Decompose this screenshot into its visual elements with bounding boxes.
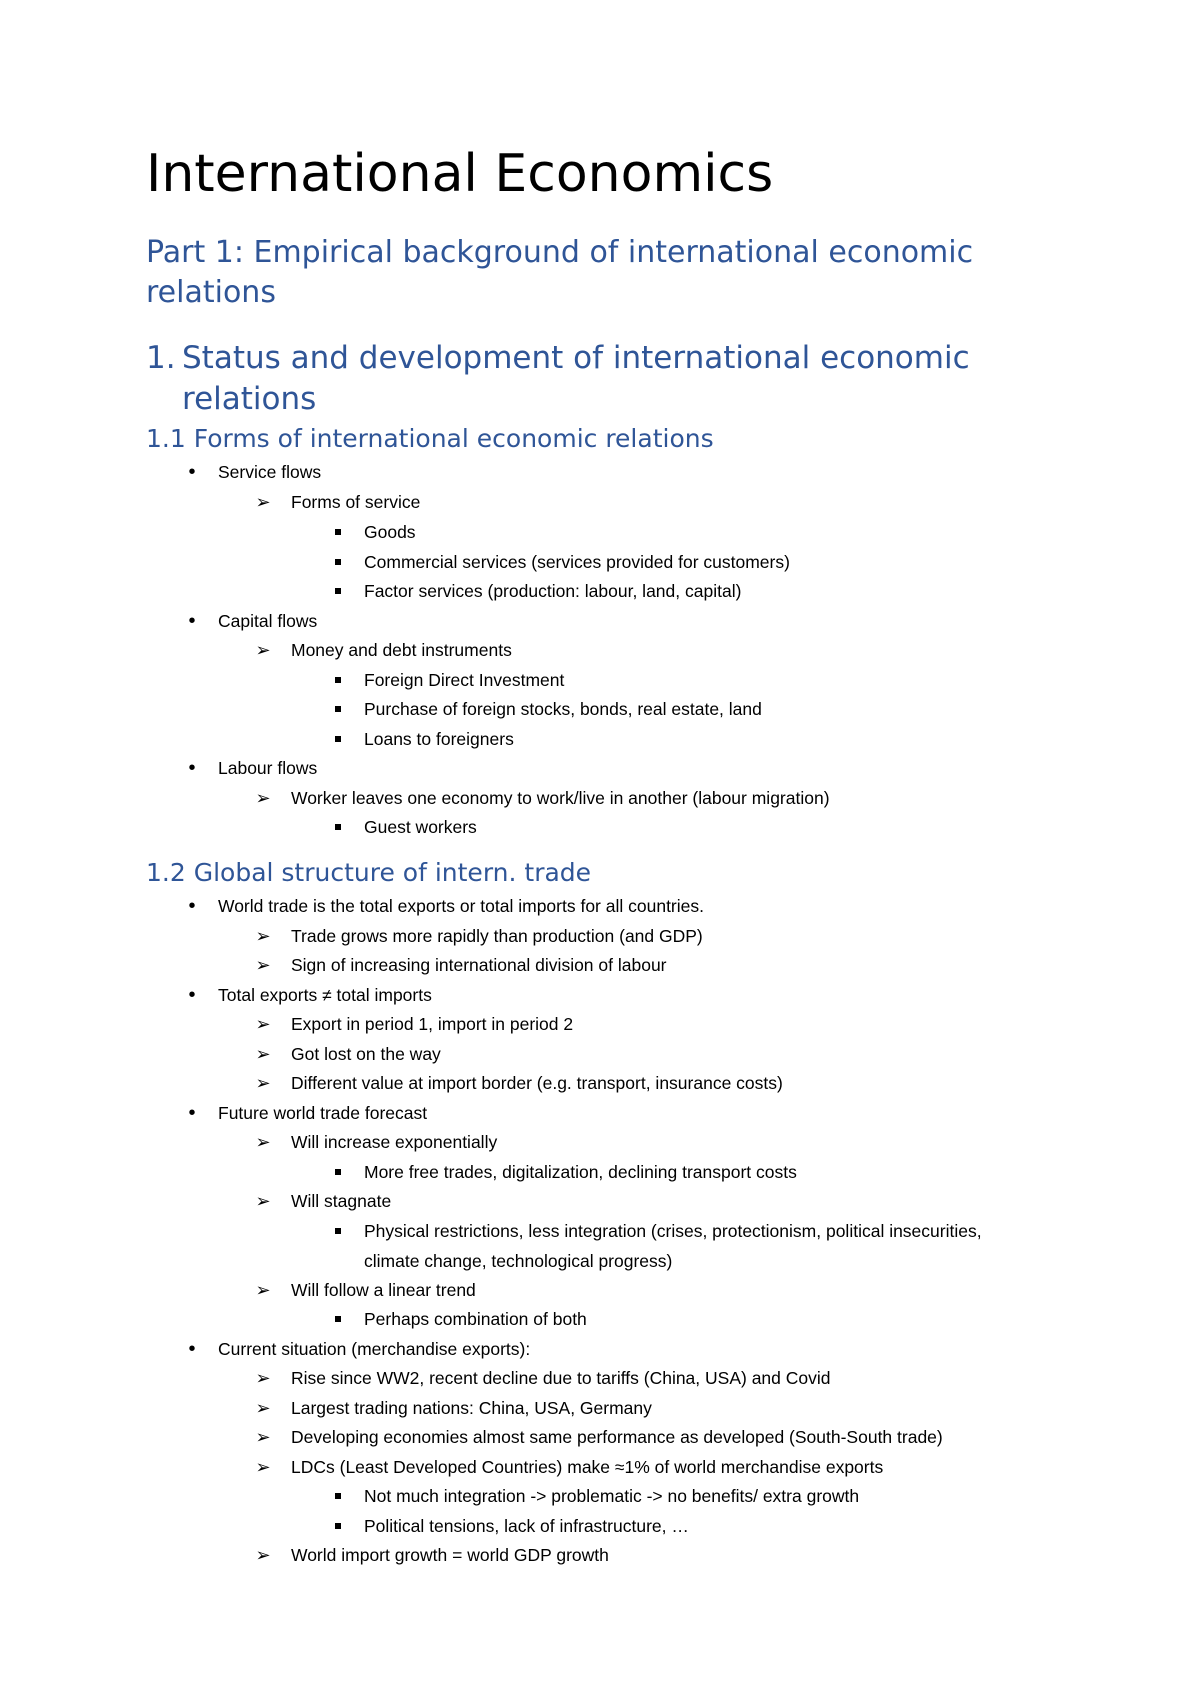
chapter-heading: [146, 338, 1106, 420]
arrowhead-bullet-icon: [253, 1187, 273, 1217]
list-item: ➢ Rise since WW2, recent decline due to tariffs (China, USA) and Covid: [291, 1364, 831, 1394]
part-heading: Part 1: Empirical background of international economic relations: [146, 235, 974, 310]
list-item: ➢ Trade grows more rapidly than production (and GDP): [291, 922, 703, 952]
arrowhead-bullet-icon: [253, 1010, 273, 1040]
section-heading: 1.2 Global structure of intern. trade: [146, 858, 592, 887]
list-item: ➢ Worker leaves one economy to work/live in another (labour migration): [291, 784, 830, 814]
arrowhead-bullet-icon: [253, 636, 273, 666]
bullet-icon: [182, 1335, 202, 1365]
square-bullet-icon: [328, 518, 348, 548]
list-item: Physical restrictions, less integration (crises, protectionism, political insecurities, climate change, technological progress): [364, 1217, 1004, 1276]
bullet-icon: [182, 607, 202, 637]
arrowhead-bullet-icon: [253, 951, 273, 981]
section-heading: 1.1 Forms of international economic relations: [146, 424, 714, 453]
arrowhead-bullet-icon: [253, 488, 273, 518]
list-item: Guest workers: [364, 813, 477, 843]
arrowhead-bullet-icon: [253, 1453, 273, 1483]
list-item: • Capital flows: [218, 607, 317, 637]
list-item: More free trades, digitalization, declining transport costs: [364, 1158, 797, 1188]
bullet-icon: [182, 892, 202, 922]
square-bullet-icon: [328, 1305, 348, 1335]
square-bullet-icon: [328, 695, 348, 725]
list-item: Political tensions, lack of infrastructure, …: [364, 1512, 689, 1542]
list-item: Perhaps combination of both: [364, 1305, 587, 1335]
list-item: ➢ Forms of service: [291, 488, 420, 518]
bullet-icon: [182, 458, 202, 488]
arrowhead-bullet-icon: [253, 922, 273, 952]
list-item: ➢ Developing economies almost same performance as developed (South-South trade): [291, 1423, 943, 1453]
square-bullet-icon: [328, 725, 348, 755]
list-item: ➢ Got lost on the way: [291, 1040, 441, 1070]
list-item: Purchase of foreign stocks, bonds, real estate, land: [364, 695, 762, 725]
list-item: ➢ Will follow a linear trend: [291, 1276, 476, 1306]
list-item: • Current situation (merchandise exports):: [218, 1335, 530, 1365]
list-item: ➢ Will increase exponentially: [291, 1128, 497, 1158]
square-bullet-icon: [328, 548, 348, 578]
arrowhead-bullet-icon: [253, 1541, 273, 1571]
arrowhead-bullet-icon: [253, 1276, 273, 1306]
list-item: Foreign Direct Investment: [364, 666, 564, 696]
list-item: ➢ World import growth = world GDP growth: [291, 1541, 609, 1571]
arrowhead-bullet-icon: [253, 784, 273, 814]
arrowhead-bullet-icon: [253, 1423, 273, 1453]
list-item: ➢ Export in period 1, import in period 2: [291, 1010, 573, 1040]
list-item: • World trade is the total exports or total imports for all countries.: [218, 892, 704, 922]
list-item: Commercial services (services provided for customers): [364, 548, 790, 578]
bullet-icon: [182, 754, 202, 784]
chapter-title: Status and development of international economic relations: [182, 340, 970, 417]
bullet-icon: [182, 981, 202, 1011]
list-item: Goods: [364, 518, 416, 548]
list-item: ➢ LDCs (Least Developed Countries) make ≈1% of world merchandise exports: [291, 1453, 883, 1483]
list-item: Factor services (production: labour, land, capital): [364, 577, 741, 607]
list-item: ➢ Will stagnate: [291, 1187, 391, 1217]
list-item: ➢ Sign of increasing international division of labour: [291, 951, 667, 981]
square-bullet-icon: [328, 1217, 348, 1247]
list-item: ➢ Different value at import border (e.g. transport, insurance costs): [291, 1069, 783, 1099]
list-item: • Service flows: [218, 458, 321, 488]
square-bullet-icon: [328, 1512, 348, 1542]
arrowhead-bullet-icon: [253, 1364, 273, 1394]
square-bullet-icon: [328, 1482, 348, 1512]
list-item: ➢ Largest trading nations: China, USA, Germany: [291, 1394, 652, 1424]
list-item: Loans to foreigners: [364, 725, 514, 755]
square-bullet-icon: [328, 1158, 348, 1188]
list-item: Not much integration -> problematic -> no benefits/ extra growth: [364, 1482, 859, 1512]
square-bullet-icon: [328, 813, 348, 843]
arrowhead-bullet-icon: [253, 1040, 273, 1070]
square-bullet-icon: [328, 666, 348, 696]
square-bullet-icon: [328, 577, 348, 607]
list-item: • Labour flows: [218, 754, 317, 784]
list-item: • Future world trade forecast: [218, 1099, 427, 1129]
arrowhead-bullet-icon: [253, 1394, 273, 1424]
document-title: International Economics: [146, 144, 774, 204]
arrowhead-bullet-icon: [253, 1069, 273, 1099]
list-item: • Total exports ≠ total imports: [218, 981, 432, 1011]
bullet-icon: [182, 1099, 202, 1129]
arrowhead-bullet-icon: [253, 1128, 273, 1158]
chapter-number: 1.: [146, 340, 176, 376]
list-item: ➢ Money and debt instruments: [291, 636, 512, 666]
